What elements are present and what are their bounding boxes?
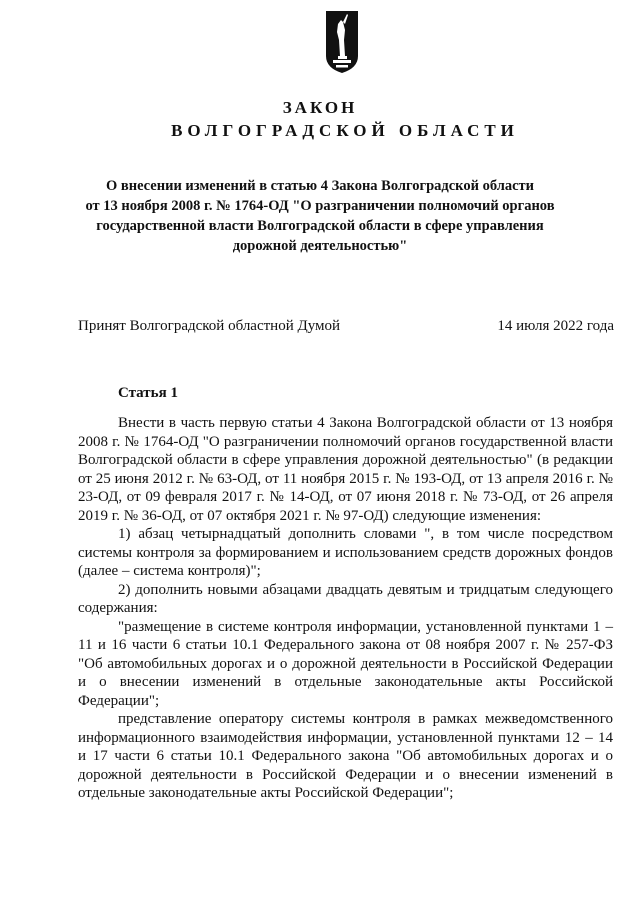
article-paragraph: "размещение в системе контроля информации, установленной пунктами 1 – 11 и 16 части 6 статьи 10.1 Федерального закона от 08 ноября 2007 г. № 257-ФЗ "Об автомобильных дорогах и о дорожной деятельности в Российской Федерации и о внесении изменений в отдельные законодательные акты Российской Федерации"; [78,618,613,709]
document-region: ВОЛГОГРАДСКОЙ ОБЛАСТИ [171,121,519,140]
article-paragraph: Внести в часть первую статьи 4 Закона Волгоградской области от 13 ноября 2008 г. № 1764-ОД "О разграничении полномочий органов государственной власти Волгоградской области в сфере управления дорожной деятельностью" (в редакции от 25 июня 2012 г. № 63-ОД, от 11 ноября 2015 г. № 193-ОД, от 13 апреля 2016 г. № 23-ОД, от 09 февраля 2017 г. № 14-ОД, от 07 июня 2018 г. № 73-ОД, от 26 апреля 2019 г. № 36-ОД, от 07 октября 2021 г. № 97-ОД) следующие изменения: [78,415,613,524]
title-line: от 13 ноября 2008 г. № 1764-ОД "О разграничении полномочий органов [85,198,555,214]
title-line: дорожной деятельностью" [232,238,408,254]
document-title [80,176,560,256]
article-body [78,414,613,803]
article-title: Статья 1 [118,385,178,401]
title-line: О внесении изменений в статью 4 Закона Волгоградской области [105,178,535,194]
adopted-by: Принят Волгоградской областной Думой [78,318,341,334]
adoption-date: 14 июля 2022 года [497,318,614,334]
title-line: государственной власти Волгоградской области в сфере управления [96,218,544,234]
coat-of-arms-icon [325,10,359,74]
article-paragraph: 2) дополнить новыми абзацами двадцать девятым и тридцатым следующего содержания: [78,581,613,616]
document-type: ЗАКОН [282,98,358,117]
article-paragraph: 1) абзац четырнадцатый дополнить словами ", в том числе посредством системы контроля за формированием и использованием средств дорожных фондов (далее – система контроля)"; [78,526,613,579]
article-paragraph: представление оператору системы контроля в рамках межведомственного информационного взаимодействия информации, установленной пунктами 12 – 14 и 17 части 6 статьи 10.1 Федерального закона "Об автомобильных дорогах и о дорожной деятельности в Российской Федерации и о внесении изменений в отдельные законодательные акты Российской Федерации"; [78,711,613,801]
